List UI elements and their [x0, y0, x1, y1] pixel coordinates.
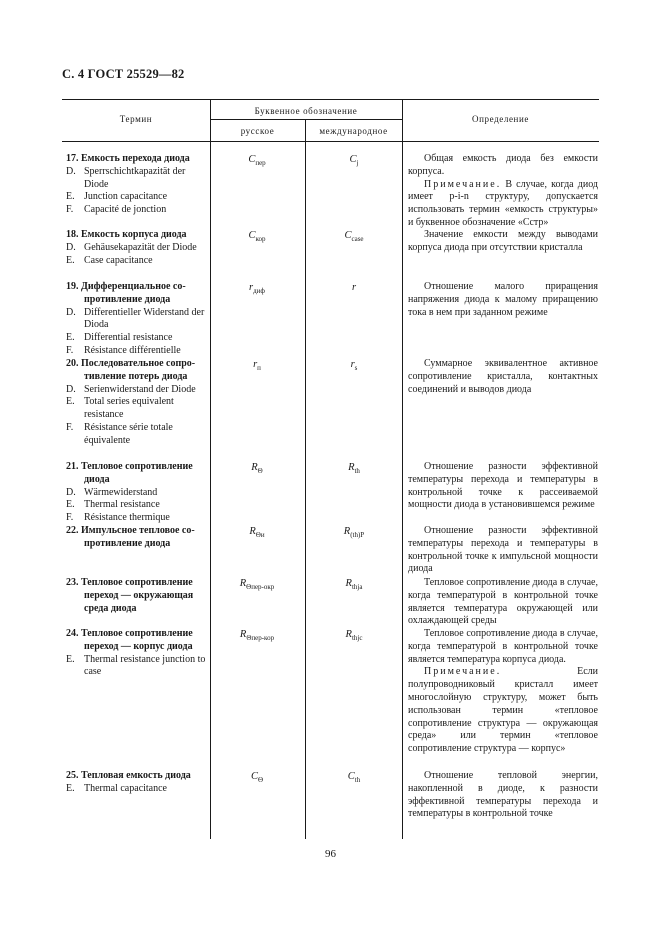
term-title-line: противление диода: [84, 293, 171, 305]
term-title-line: среда диода: [84, 602, 137, 614]
russian-symbol: [210, 359, 304, 375]
international-symbol: [306, 282, 402, 295]
international-symbol-letter: C: [347, 771, 355, 782]
international-symbol-subscript: th: [354, 467, 360, 475]
term-translation: [66, 307, 206, 333]
term-title-line: 19. Дифференциальное со-: [66, 281, 186, 292]
russian-symbol: [210, 578, 304, 594]
translation-text: Résistance série totale équivalente: [84, 421, 173, 446]
term-entry: [66, 281, 206, 358]
header-symbol: Буквенное обозначение: [254, 106, 358, 116]
translation-text: Differential resistance: [84, 332, 173, 344]
translation-text: Thermal resistance junction to case: [84, 653, 206, 678]
column-divider-3: [402, 99, 403, 839]
term-translation: [66, 422, 206, 448]
international-symbol-subscript: (th)P: [350, 531, 365, 539]
definition-text: Значение емкости между выводами корпуса диода при отсутствии кристалла: [408, 229, 598, 253]
definition: [408, 229, 598, 255]
russian-symbol-subscript: пер: [255, 159, 266, 167]
russian-symbol-subscript: Θ: [257, 776, 264, 784]
term-entry: [66, 358, 206, 448]
term-title-line: 25. Тепловая емкость диода: [66, 770, 191, 781]
translation-language: F.: [66, 512, 74, 524]
note-text: Если полупроводниковый кристалл имеет многослойную структуру, может быть использован термин «тепловое сопротивление структура — окружающая среда» или термин «тепловое сопротивление структура — корпус»: [408, 666, 598, 755]
note-label: Примечание.: [424, 666, 502, 678]
translation-text: Case capacitance: [84, 254, 153, 266]
russian-symbol-letter: R: [239, 578, 247, 589]
symbol-header-divider: [210, 119, 402, 120]
translation-text: Wärmewiderstand: [84, 486, 158, 498]
page-number: 96: [325, 848, 336, 860]
definition-note: [408, 666, 598, 756]
term-translation: [66, 487, 206, 500]
russian-symbol: [210, 282, 304, 298]
translation-text: Résistance thermique: [84, 512, 170, 524]
translation-text: Capacité de jonction: [84, 204, 167, 216]
definition: [408, 525, 598, 576]
international-symbol-subscript: thjc: [351, 634, 363, 642]
term-title-line: 17. Емкость перехода диода: [66, 153, 190, 164]
russian-symbol-subscript: п: [257, 364, 261, 372]
definition-text: Тепловое сопротивление диода в случае, когда температурой в контрольной точке является температура корпуса диода.: [408, 628, 598, 665]
term-title-line: тивление потерь диода: [84, 370, 188, 382]
definition-text: Общая емкость диода без емкости корпуса.: [408, 153, 598, 177]
term-title-line: 22. Импульсное тепловое со-: [66, 525, 195, 536]
translation-text: Sperrschichtkapazität der Diode: [84, 165, 186, 190]
definition: [408, 281, 598, 319]
translation-text: Total series equivalent resistance: [84, 396, 174, 421]
russian-symbol-letter: R: [249, 526, 256, 537]
translation-text: Serienwiderstand der Diode: [84, 383, 196, 395]
page-header: С. 4 ГОСТ 25529—82: [62, 67, 185, 81]
term-entry: [66, 628, 206, 679]
table-top-rule: [62, 99, 599, 100]
international-symbol-letter: r: [351, 282, 357, 293]
term-translation: [66, 783, 206, 796]
translation-language: D.: [66, 241, 76, 253]
russian-symbol-subscript: Θ: [257, 467, 263, 475]
term-translation: [66, 255, 206, 268]
term-title-line: 18. Емкость корпуса диода: [66, 229, 187, 240]
definition-text: Отношение разности эффективной температуры перехода и температуры в контрольной точке к рассеиваемой мощности диода в установившемся режиме: [408, 461, 598, 511]
term-translation: [66, 654, 206, 680]
international-symbol-subscript: s: [354, 364, 358, 372]
term-entry: [66, 229, 206, 267]
international-symbol-letter: C: [344, 230, 352, 241]
international-symbol-letter: R: [343, 526, 351, 537]
translation-language: D.: [66, 486, 76, 498]
term-title-line: 23. Тепловое сопротивление: [66, 577, 193, 588]
translation-text: Thermal capacitance: [84, 782, 167, 794]
international-symbol-letter: C: [349, 154, 357, 165]
international-symbol: [306, 230, 402, 246]
international-symbol: [306, 578, 402, 594]
definition-text: Отношение разности эффективной температуры перехода и температуры в контрольной точке к импульсной мощности диода: [408, 525, 598, 575]
term-entry: [66, 577, 206, 615]
definition-text: Отношение тепловой энергии, накопленной в диоде, к разности эффективной температуры перехода и температуры в контрольной точке: [408, 770, 598, 820]
definition-text: Отношение малого приращения напряжения диода к малому приращению тока в нем при заданном режиме: [408, 281, 598, 318]
russian-symbol-letter: R: [251, 462, 258, 473]
term-entry: [66, 153, 206, 217]
international-symbol-subscript: case: [351, 235, 364, 243]
russian-symbol-subscript: Θпер-окр: [246, 583, 275, 591]
translation-language: E.: [66, 254, 75, 266]
term-title-line: переход — корпус диода: [84, 640, 193, 652]
translation-language: D.: [66, 165, 76, 177]
term-translation: [66, 166, 206, 192]
translation-text: Résistance différentielle: [84, 344, 181, 356]
term-translation: [66, 512, 206, 525]
translation-language: F.: [66, 204, 74, 216]
russian-symbol-subscript: Θпер-кор: [246, 634, 275, 642]
international-symbol-subscript: j: [356, 159, 359, 167]
term-entry: [66, 770, 206, 796]
russian-symbol-letter: R: [239, 629, 247, 640]
translation-language: D.: [66, 383, 76, 395]
term-title-line: диода: [84, 473, 110, 485]
international-symbol-letter: R: [345, 578, 352, 589]
translation-language: E.: [66, 191, 75, 203]
russian-symbol: [210, 154, 304, 170]
translation-language: E.: [66, 332, 75, 344]
term-translation: [66, 332, 206, 345]
column-divider-2: [305, 119, 306, 839]
translation-language: F.: [66, 344, 74, 356]
term-translation: [66, 191, 206, 204]
russian-symbol: [210, 771, 304, 787]
russian-symbol-subscript: диф: [253, 287, 265, 295]
term-entry: [66, 461, 206, 525]
term-title-line: 21. Тепловое сопротивление: [66, 461, 193, 472]
term-translation: [66, 396, 206, 422]
term-title-line: 24. Тепловое сопротивление: [66, 628, 193, 639]
definition-text: Суммарное эквивалентное активное сопротивление кристалла, контактных соединений и выводов диода: [408, 358, 598, 395]
russian-symbol-letter: C: [248, 154, 256, 165]
term-title-line: переход — окружающая: [84, 589, 194, 601]
russian-symbol-letter: C: [248, 230, 256, 241]
definition: [408, 358, 598, 396]
definition: [408, 628, 598, 756]
international-symbol: [306, 771, 402, 787]
international-symbol: [306, 462, 402, 478]
header-definition: Определение: [472, 114, 529, 124]
russian-symbol-subscript: кор: [255, 235, 266, 243]
definition: [408, 577, 598, 628]
note-text: В случае, когда диод имеет p-i-n структуру, допускается использовать термин «емкость структуры» и буквенное обозначение «Cстр»: [408, 178, 598, 228]
header-term: Термин: [119, 114, 153, 124]
translation-language: E.: [66, 396, 75, 408]
russian-symbol-subscript: Θи: [255, 531, 265, 539]
term-translation: [66, 345, 206, 358]
term-title-line: 20. Последовательное сопро-: [66, 358, 196, 369]
header-international: международное: [319, 126, 388, 136]
international-symbol-letter: R: [348, 462, 355, 473]
definition: [408, 770, 598, 821]
international-symbol-letter: R: [345, 629, 352, 640]
international-symbol-letter: r: [350, 359, 355, 370]
term-translation: [66, 242, 206, 255]
translation-language: F.: [66, 421, 74, 433]
term-translation: [66, 204, 206, 217]
translation-language: D.: [66, 306, 76, 318]
translation-language: E.: [66, 782, 75, 794]
translation-language: E.: [66, 653, 75, 665]
term-entry: [66, 525, 206, 551]
note-label: Примечание.: [424, 178, 502, 190]
term-translation: [66, 499, 206, 512]
translation-text: Gehäusekapazität der Diode: [84, 241, 197, 253]
table-header-bottom-rule: [62, 141, 599, 142]
international-symbol: [306, 359, 402, 375]
term-translation: [66, 384, 206, 397]
definition-text: Тепловое сопротивление диода в случае, когда температурой в контрольной точке является температура окружающей или охлаждающей среды: [408, 577, 598, 627]
russian-symbol-letter: r: [253, 359, 258, 370]
international-symbol-subscript: th: [354, 776, 361, 784]
international-symbol: [306, 629, 402, 645]
international-symbol: [306, 526, 402, 542]
russian-symbol-letter: r: [249, 282, 254, 293]
international-symbol: [306, 154, 402, 170]
russian-symbol: [210, 462, 304, 478]
definition: [408, 153, 598, 230]
international-symbol-subscript: thja: [351, 583, 363, 591]
definition-note: [408, 179, 598, 230]
term-title-line: противление диода: [84, 537, 171, 549]
russian-symbol: [210, 629, 304, 645]
header-russian: русское: [240, 126, 275, 136]
russian-symbol: [210, 230, 304, 246]
russian-symbol: [210, 526, 304, 542]
russian-symbol-letter: C: [250, 771, 258, 782]
translation-language: E.: [66, 499, 75, 511]
translation-text: Thermal resistance: [84, 499, 160, 511]
definition: [408, 461, 598, 512]
translation-text: Differentieller Widerstand der Dioda: [84, 306, 205, 331]
translation-text: Junction capacitance: [84, 191, 168, 203]
